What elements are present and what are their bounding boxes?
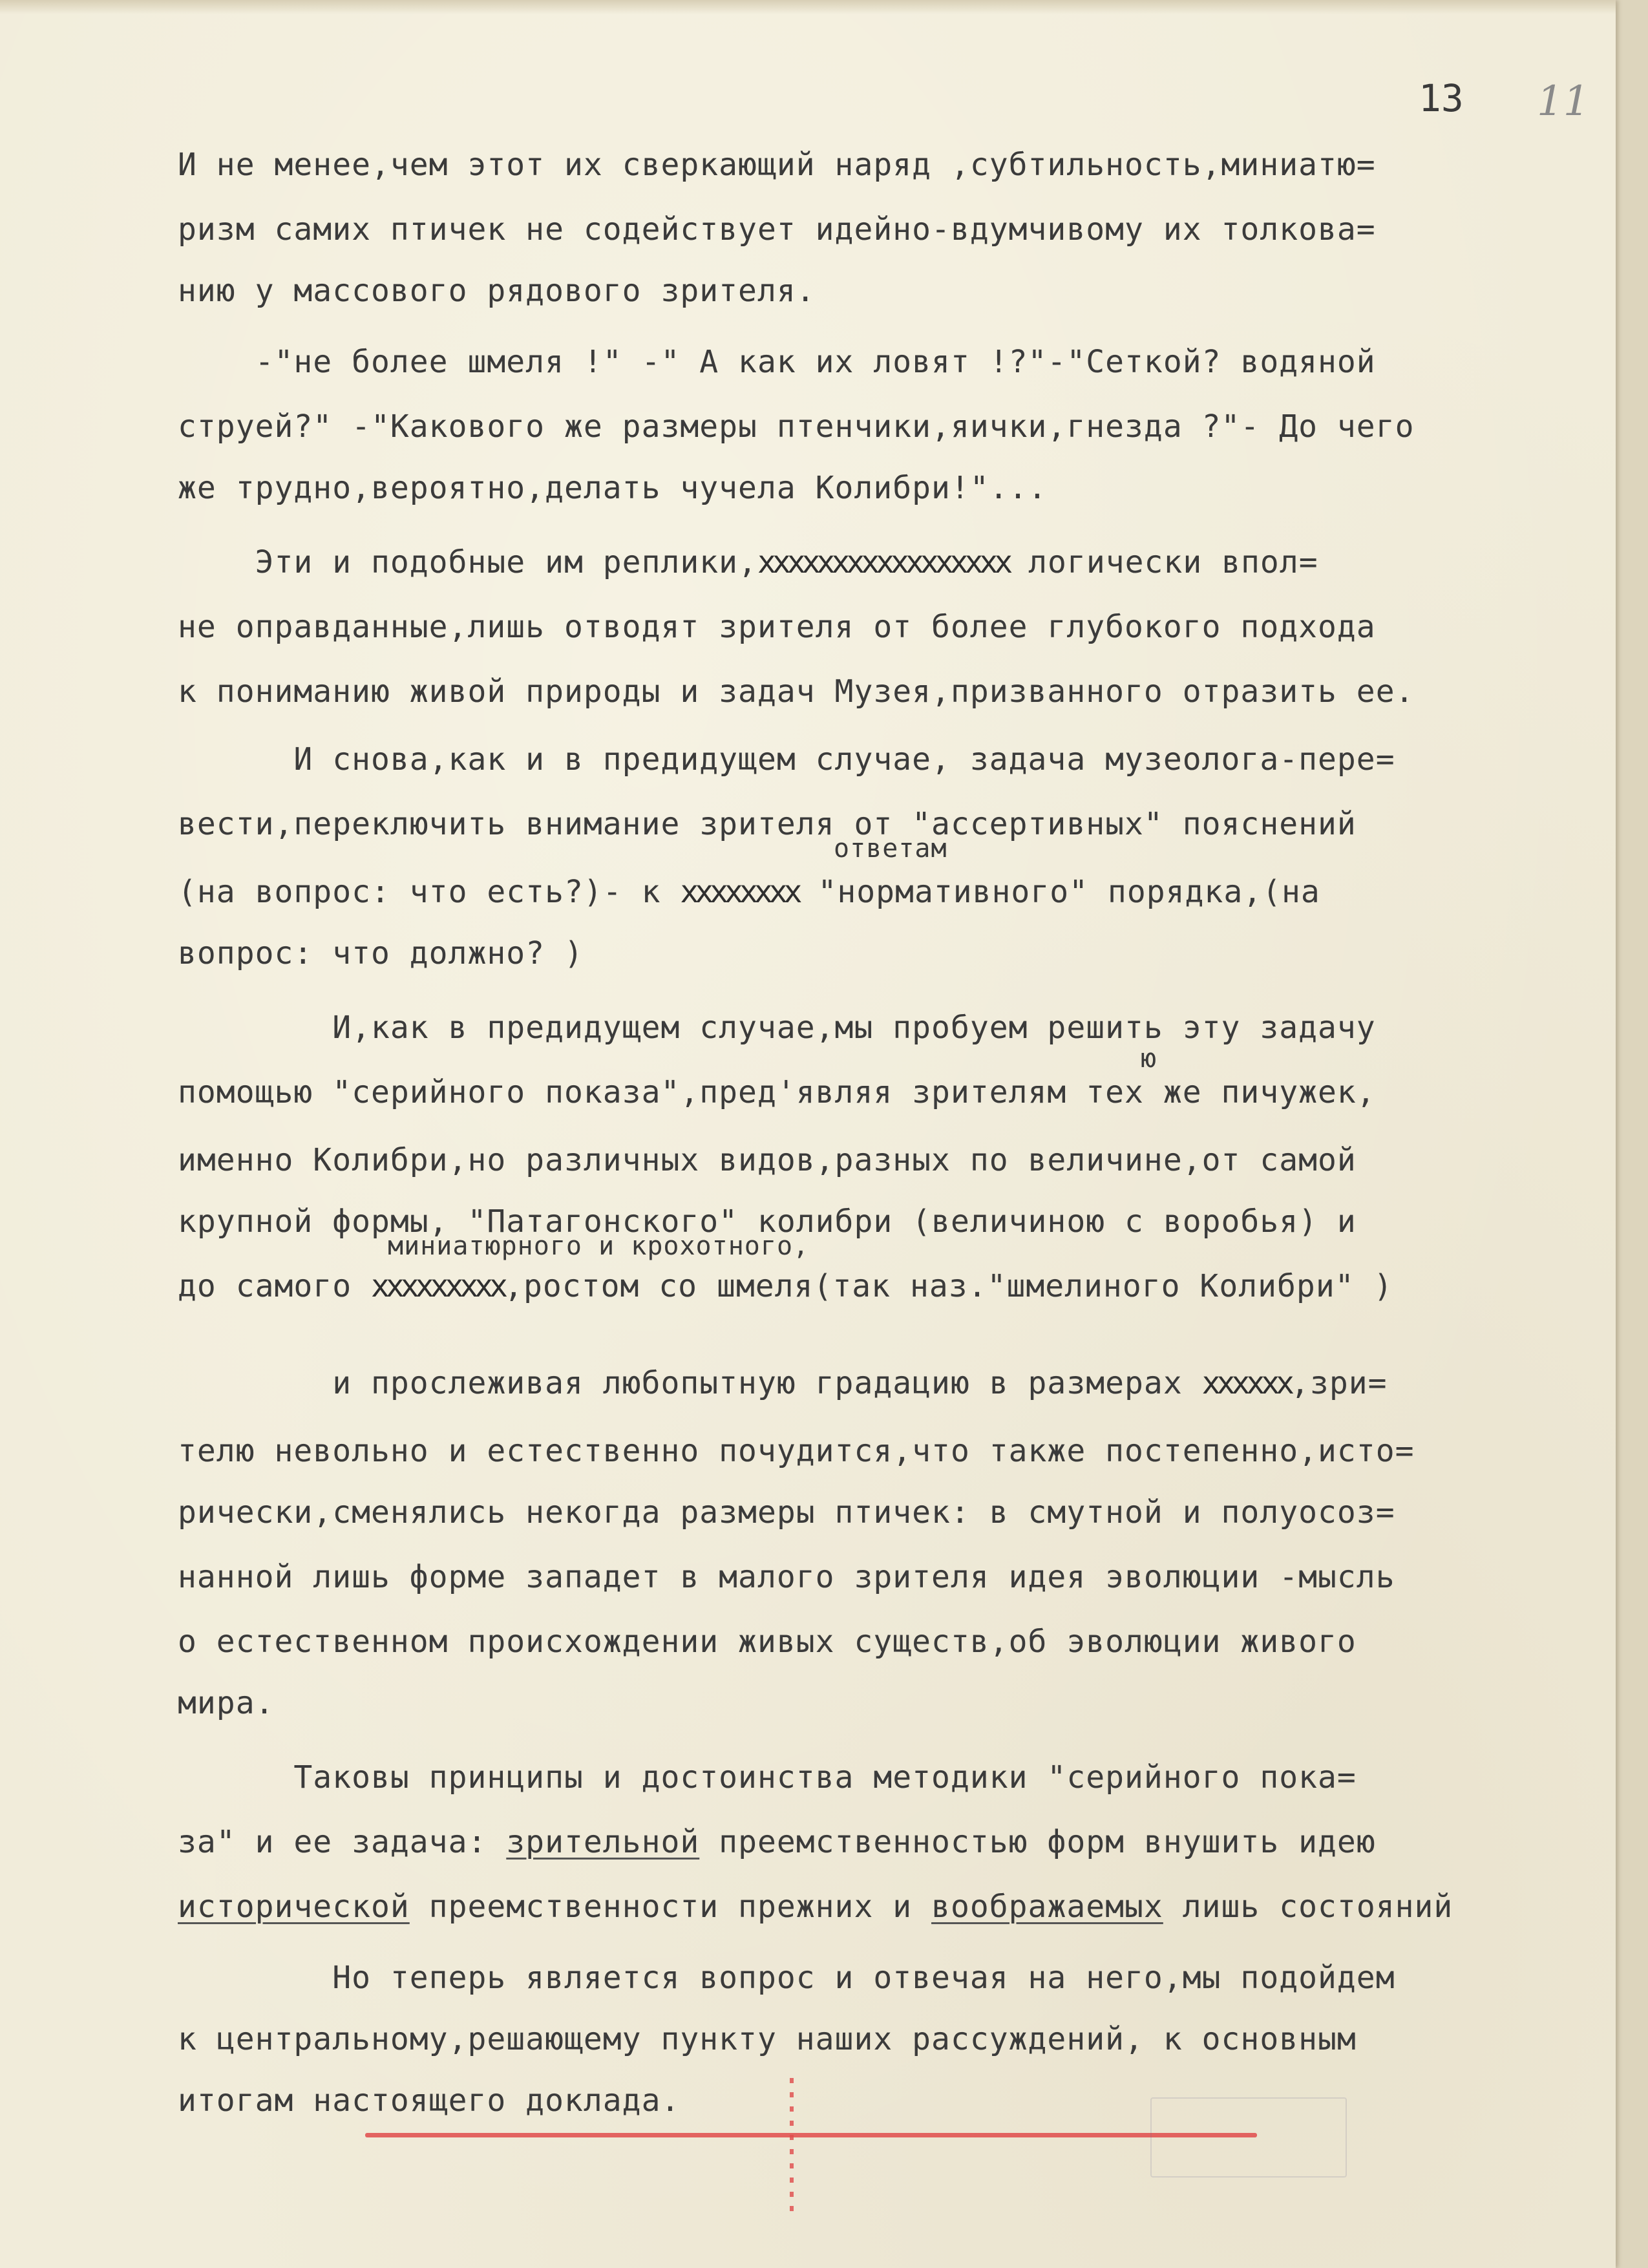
- text-line: итогам настоящего доклада.: [178, 2083, 681, 2119]
- text-line: к пониманию живой природы и задач Музея,призванного отразить ее.: [178, 673, 1415, 710]
- page-top-edge: [0, 0, 1616, 14]
- text-line: струей?" -"Каковогo же размеры птенчики,яички,гнезда ?"- До чего: [178, 408, 1415, 445]
- text-segment: ,ростом со шмеля(так наз."шмелиного Колибри" ): [504, 1268, 1393, 1304]
- text-line: [178, 1364, 1388, 1403]
- text-segment: "нормативного" порядка,(на: [798, 874, 1320, 910]
- struck-out-text: ххххххххххххххххх: [757, 544, 1009, 580]
- text-line: крупной формы, "Патагонского" колибри (величиною с воробья) и: [178, 1203, 1357, 1240]
- text-line: [178, 1887, 1453, 1926]
- text-line: помощью "серийного показа",пред'являя зрителям тех же пичужек,: [178, 1074, 1376, 1110]
- typed-insertion-letter: ю: [1141, 1044, 1157, 1074]
- text-line: телю невольно и естественно почудится,что также постепенно,исто=: [178, 1433, 1415, 1469]
- text-line: ризм самих птичек не содействует идейно-вдумчивому их толкова=: [178, 211, 1376, 248]
- text-line: [178, 873, 1320, 911]
- underlined-word: зрительной: [506, 1824, 700, 1860]
- red-pencil-line: [365, 2133, 1257, 2137]
- text-line: о естественном происхождении живых существ,об эволюции живого: [178, 1624, 1357, 1660]
- text-line: вопрос: что должно? ): [178, 935, 584, 971]
- text-line: [178, 1267, 1393, 1306]
- text-line: Но теперь является вопрос и отвечая на него,мы подойдем: [178, 1960, 1395, 1996]
- text-segment: ,зри=: [1291, 1365, 1388, 1401]
- struck-out-text: хххххххх: [680, 874, 799, 910]
- text-line: не оправданные,лишь отводят зрителя от более глубокого подхода: [178, 609, 1376, 645]
- text-line: вести,переключить внимание зрителя от "ассертивных" пояснений: [178, 806, 1357, 842]
- text-segment: (на вопрос: что есть?)- к: [178, 874, 681, 910]
- typed-insertion: ответам: [834, 834, 947, 864]
- text-line: рически,сменялись некогда размеры птичек: в смутной и полуосоз=: [178, 1494, 1395, 1531]
- text-segment: логически впол=: [1009, 544, 1318, 580]
- typed-insertion: миниатюрного и крохотного,: [388, 1231, 810, 1261]
- pencil-page-number: 11: [1537, 78, 1590, 125]
- text-line: И,как в предидущем случае,мы пробуем решить эту задачу: [178, 1010, 1376, 1046]
- struck-out-text: ххххххххх: [370, 1268, 505, 1304]
- text-segment: лишь состояний: [1163, 1889, 1453, 1925]
- struck-out-text: хххххх: [1201, 1365, 1291, 1401]
- text-line: И снова,как и в предидущем случае, задача музеолога-пере=: [178, 741, 1395, 778]
- underlined-word: исторической: [178, 1889, 410, 1925]
- text-segment: и прослеживая любопытную градацию в размерах: [178, 1365, 1202, 1401]
- red-dotted-mark: [790, 2078, 794, 2220]
- text-segment: Эти и подобные им реплики,: [178, 544, 757, 580]
- text-line: [178, 1823, 1376, 1861]
- text-line: именно Колибри,но различных видов,разных по величине,от самой: [178, 1142, 1357, 1178]
- text-segment: до самого: [178, 1268, 371, 1304]
- text-line: мира.: [178, 1685, 275, 1721]
- text-segment: за" и ее задача:: [178, 1824, 507, 1860]
- text-line: нанной лишь форме западет в малого зрителя идея эволюции -мысль: [178, 1559, 1395, 1595]
- text-segment: преемственностью форм внушить идею: [699, 1824, 1376, 1860]
- text-line: нию у массового рядового зрителя.: [178, 273, 816, 309]
- text-segment: преемственности прежних и: [409, 1889, 932, 1925]
- text-line: И не менее,чем этот их сверкающий наряд ,субтильность,миниатю=: [178, 147, 1376, 183]
- text-line: к центральному,решающему пункту наших рассуждений, к основным: [178, 2021, 1357, 2057]
- text-line: [178, 543, 1318, 582]
- page-number: 13: [1419, 76, 1464, 120]
- underlined-word: воображаемых: [931, 1889, 1163, 1925]
- faint-stamp: [1150, 2097, 1347, 2178]
- text-line: Таковы принципы и достоинства методики "серийного пока=: [178, 1759, 1357, 1796]
- text-line: -"не более шмеля !" -" А как их ловят !?"-"Сеткой? водяной: [178, 344, 1376, 380]
- text-line: же трудно,вероятно,делать чучела Колибри!"...: [178, 470, 1048, 506]
